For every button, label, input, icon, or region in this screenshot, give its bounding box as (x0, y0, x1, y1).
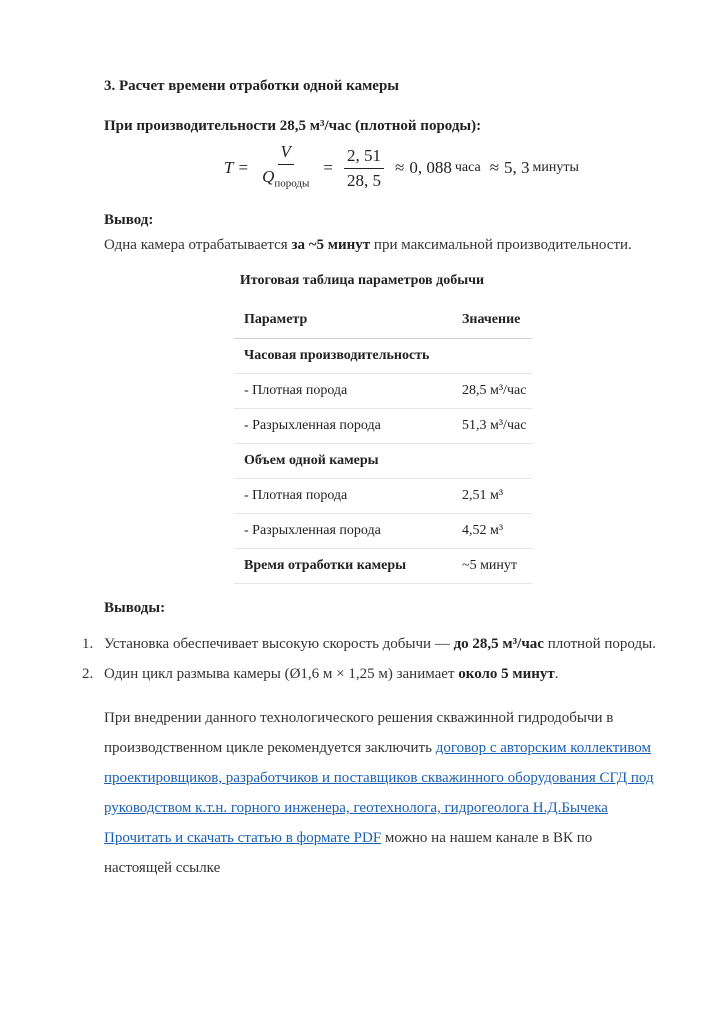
formula-eq-1: = (238, 158, 249, 177)
formula-eq-2: = (323, 158, 333, 177)
table-cell-param: Объем одной камеры (234, 444, 452, 479)
table-row (234, 479, 532, 514)
conclusions-heading: Выводы: (104, 600, 166, 616)
table-cell-value: 4,52 м³ (452, 514, 532, 549)
table-cell-param: - Плотная порода (234, 479, 452, 514)
conclusion-heading: Вывод: (104, 212, 154, 228)
recommendation-paragraph (104, 703, 664, 823)
download-paragraph (104, 823, 664, 883)
list-item-text-before: Один цикл размыва камеры (Ø1,6 м × 1,25 м) занимает (104, 666, 459, 682)
section-title: 3. Расчет времени отработки одной камеры (104, 78, 400, 94)
list-item-text (104, 662, 559, 686)
formula-denominator-value: 28, 5 (347, 170, 381, 190)
table-cell-param: - Разрыхленная порода (234, 514, 452, 549)
table-row (234, 549, 532, 584)
table-cell-value: 2,51 м³ (452, 479, 532, 514)
download-pdf-link[interactable]: Прочитать и скачать статью в формате PDF (104, 830, 382, 846)
formula-numeric-fraction (344, 146, 384, 191)
formula-value-minutes: 5, 3 (504, 158, 530, 177)
list-item-text-after: . (554, 666, 559, 682)
formula-numerator-value: 2, 51 (344, 146, 384, 169)
table-cell-value: 28,5 м³/час (452, 374, 532, 409)
table-row (234, 339, 532, 374)
formula-q: Q (262, 167, 275, 187)
table-row (234, 374, 532, 409)
list-item-text (104, 632, 656, 656)
formula-q-subscript: породы (274, 177, 310, 190)
list-item-number: 1. (82, 636, 94, 652)
formula-value-hours: 0, 088 (409, 158, 452, 177)
table-header-param: Параметр (234, 302, 452, 339)
table-cell-param: - Разрыхленная порода (234, 409, 452, 444)
formula-numerator-symbol: V (278, 142, 294, 165)
download-text: можно на нашем канале в ВК по настоящей ссылке (104, 830, 593, 876)
formula-symbolic-fraction (259, 142, 312, 193)
table-row (234, 409, 532, 444)
formula-approx-2: ≈ (489, 158, 500, 177)
table-caption: Итоговая таблица параметров добычи (239, 273, 485, 288)
list-item-text-before: Установка обеспечивает высокую скорость добычи — (104, 636, 454, 652)
formula-denominator-symbol (259, 165, 312, 193)
table-header-row (234, 302, 532, 339)
table-row (234, 514, 532, 549)
list-item-text-bold: до 28,5 м³/час (453, 636, 544, 652)
list-item-text-bold: около 5 минут (458, 666, 555, 682)
parameters-table (234, 302, 532, 584)
list-item-number: 2. (82, 666, 94, 682)
table-cell-param: Время отработки камеры (234, 549, 452, 584)
recommendation-text: При внедрении данного технологического решения скважинной гидродобычи в производственном цикле рекомендуется заключить (104, 710, 614, 756)
table-cell-value (452, 339, 532, 374)
formula-unit-minutes: минуты (532, 160, 579, 175)
table-header-value: Значение (452, 302, 532, 339)
conclusion-text-before: Одна камера отрабатывается (104, 237, 292, 253)
conclusion-text-after: при максимальной производительности. (370, 237, 632, 253)
time-formula (224, 142, 583, 191)
list-item-text-after: плотной породы. (543, 636, 656, 652)
formula-unit-hours: часа (454, 160, 481, 175)
table-cell-value (452, 444, 532, 479)
table-cell-param: Часовая производительность (234, 339, 452, 374)
productivity-heading: При производительности 28,5 м³/час (плотной породы): (104, 118, 482, 134)
formula-lhs: T (224, 158, 234, 177)
conclusion-text-bold: за ~5 минут (291, 237, 371, 253)
table-cell-value: ~5 минут (452, 549, 532, 584)
table-cell-param: - Плотная порода (234, 374, 452, 409)
table-cell-value: 51,3 м³/час (452, 409, 532, 444)
formula-approx-1: ≈ (395, 158, 405, 177)
contract-link[interactable]: договор с авторским коллективом проектировщиков, разработчиков и поставщиков скважинного оборудования СГД под руководством к.т.н. горного инженера, геотехнолога, гидрогеолога Н.Д.Бычека (104, 740, 654, 816)
table-row (234, 444, 532, 479)
conclusion-text (104, 237, 632, 254)
